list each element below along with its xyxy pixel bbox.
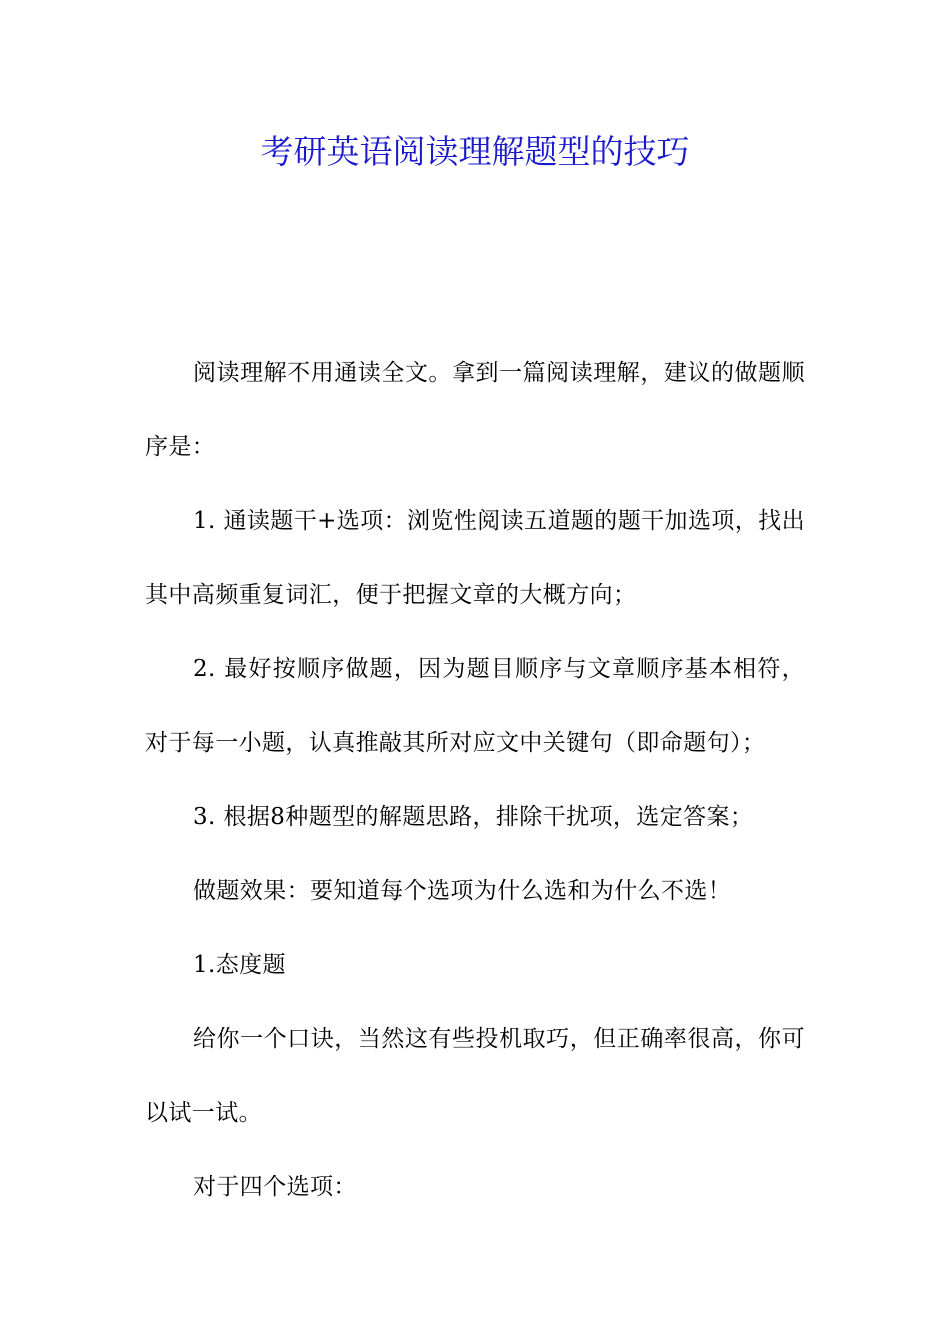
paragraph-step-1: 1. 通读题干+选项：浏览性阅读五道题的题干加选项，找出其中高频重复词汇，便于把握文章的大概方向；: [145, 508, 805, 608]
paragraph-tip: 给你一个口诀，当然这有些投机取巧，但正确率很高，你可以试一试。: [145, 1026, 805, 1126]
document-title: 考研英语阅读理解题型的技巧: [260, 132, 690, 171]
paragraph-step-3: 3. 根据8种题型的解题思路，排除干扰项，选定答案；: [193, 804, 754, 830]
document-body: [145, 336, 805, 1224]
paragraph-intro: 阅读理解不用通读全文。拿到一篇阅读理解，建议的做题顺序是：: [145, 360, 805, 460]
paragraph-four-options: 对于四个选项：: [193, 1174, 357, 1200]
paragraph-effect: 做题效果：要知道每个选项为什么选和为什么不选！: [193, 878, 732, 904]
paragraph-step-2: 2. 最好按顺序做题，因为题目顺序与文章顺序基本相符，对于每一小题，认真推敲其所对应文中关键句（即命题句）；: [145, 656, 805, 756]
section-heading-attitude: 1.态度题: [193, 952, 286, 978]
